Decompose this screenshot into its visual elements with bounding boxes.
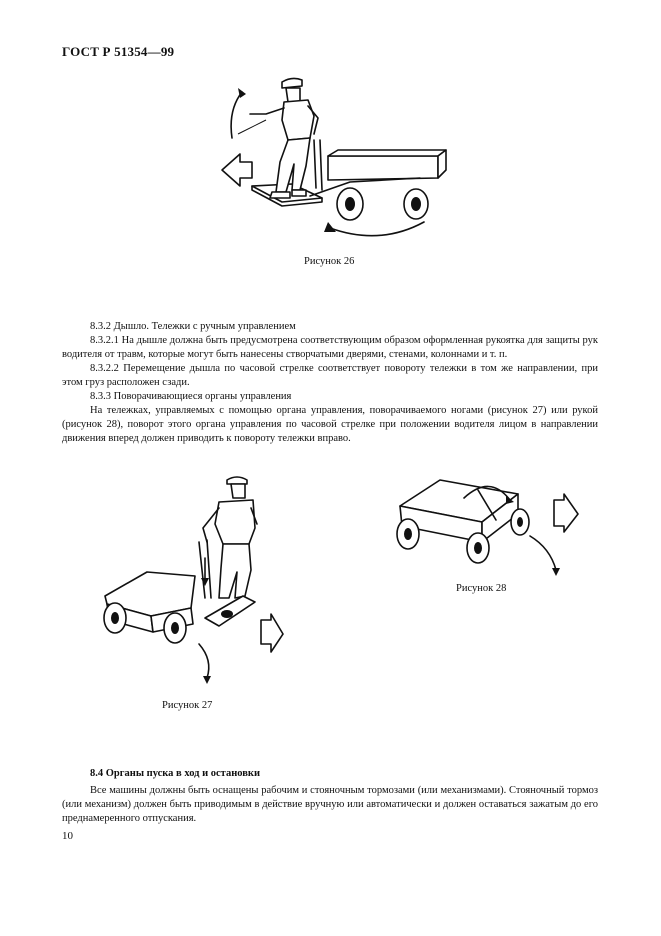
direction-arrow-icon bbox=[261, 614, 283, 652]
document-header: ГОСТ Р 51354—99 bbox=[62, 44, 175, 59]
figure-28-illustration bbox=[378, 470, 588, 580]
section-8-4-title: 8.4 Органы пуска в ход и остановки bbox=[90, 768, 261, 779]
section-8-3-2-title: 8.3.2 Дышло. Тележки с ручным управлением bbox=[90, 321, 296, 332]
section-8-4-text bbox=[62, 784, 598, 826]
direction-arrow-icon bbox=[554, 494, 578, 532]
section-8-3-text bbox=[62, 320, 598, 446]
page-number: 10 bbox=[62, 830, 73, 842]
figure-26-illustration bbox=[210, 70, 460, 250]
figure-27-caption: Рисунок 27 bbox=[162, 700, 213, 711]
direction-arrow-icon bbox=[222, 154, 252, 186]
section-8-4-paragraph: Все машины должны быть оснащены рабочим и стояночным тормозами (или механизмами). Стояночный тормоз (или механизм) должен быть приводимым в действие вручную или автоматически и должен оставаться зажатым до его преднамеренного отпускания. bbox=[62, 785, 598, 824]
section-8-3-3-text: На тележках, управляемых с помощью органа управления, поворачиваемого ногами (рисунок 27) или рукой (рисунок 28), поворот этого органа управления по часовой стрелке при положении водителя лицом в направлении движения вперед должен приводить к повороту тележки вправо. bbox=[62, 405, 598, 444]
figure-26-caption: Рисунок 26 bbox=[304, 256, 355, 267]
section-8-3-2-1-text: 8.3.2.1 На дышле должна быть предусмотрена соответствующим образом оформленная рукоятка для защиты рук водителя от травм, которые могут быть нанесены створчатыми дверями, стенами, колоннами и т. п. bbox=[62, 335, 598, 360]
figure-28-caption: Рисунок 28 bbox=[456, 583, 507, 594]
section-8-3-2-2-text: 8.3.2.2 Перемещение дышла по часовой стрелке соответствует повороту тележки в том же направлении, при этом груз расположен сзади. bbox=[62, 363, 598, 388]
figure-27-illustration bbox=[95, 468, 295, 688]
section-8-3-3-title: 8.3.3 Поворачивающиеся органы управления bbox=[90, 391, 292, 402]
driver-figure bbox=[250, 78, 318, 198]
